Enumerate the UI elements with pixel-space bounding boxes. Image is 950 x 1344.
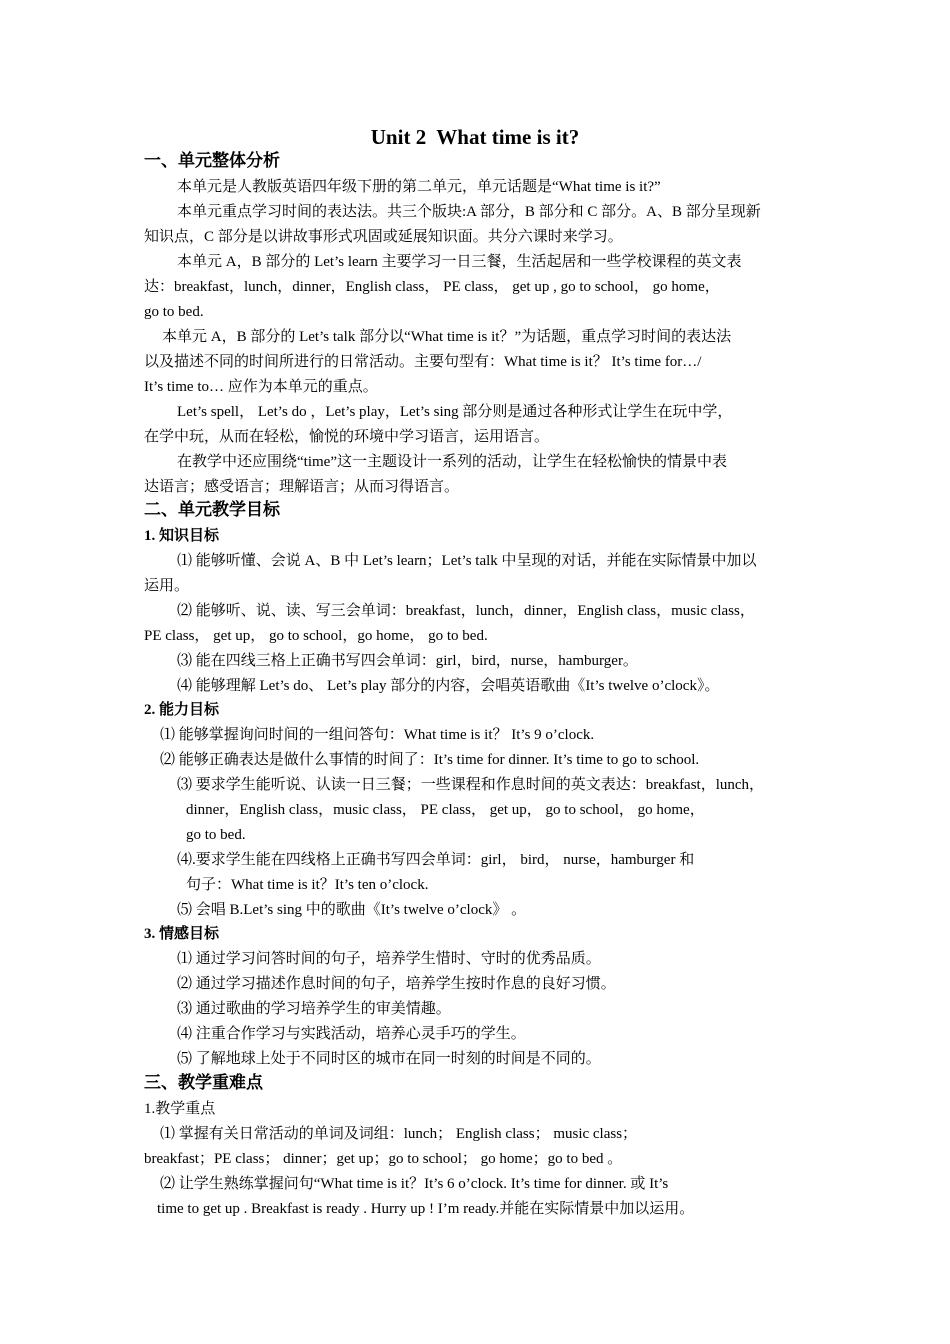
paragraph-line: go to bed.: [144, 304, 204, 320]
list-item: ⑸ 会唱 B.Let’s sing 中的歌曲《It’s twelve o’clock》 。: [177, 902, 527, 918]
paragraph-line: 知识点，C 部分是以讲故事形式巩固或延展知识面。共分六课时来学习。: [144, 229, 623, 245]
document-title: Unit 2 What time is it?: [370, 125, 580, 149]
list-item: ⑷ 能够理解 Let’s do、 Let’s play 部分的内容，会唱英语歌曲《It’s twelve o’clock》。: [177, 678, 720, 694]
knowledge-goals-heading: 1. 知识目标: [144, 528, 220, 544]
list-item: ⑴ 掌握有关日常活动的单词及词组：lunch； English class； music class；: [160, 1126, 638, 1142]
ability-goals-heading: 2. 能力目标: [144, 702, 220, 718]
list-item: 运用。: [144, 578, 190, 594]
list-item: ⑴ 通过学习问答时间的句子，培养学生惜时、守时的优秀品质。: [177, 951, 601, 967]
list-item: ⑷ 注重合作学习与实践活动，培养心灵手巧的学生。: [177, 1026, 526, 1042]
list-item: ⑵ 能够听、说、读、写三会单词：breakfast，lunch，dinner，English class，music class，: [177, 603, 755, 619]
paragraph-line: It’s time to… 应作为本单元的重点。: [144, 379, 378, 395]
section1-heading: 一、单元整体分析: [144, 151, 280, 170]
section3-heading: 三、教学重难点: [144, 1073, 263, 1092]
list-item: ⑶ 要求学生能听说、认读一日三餐；一些课程和作息时间的英文表达：breakfast，lunch，: [177, 777, 765, 793]
list-item: ⑸ 了解地球上处于不同时区的城市在同一时刻的时间是不同的。: [177, 1051, 601, 1067]
list-item: go to bed.: [186, 827, 246, 843]
paragraph-line: 达语言；感受语言；理解语言；从而习得语言。: [144, 479, 460, 495]
list-item: breakfast；PE class； dinner；get up；go to school； go home；go to bed 。: [144, 1151, 623, 1167]
list-item: dinner，English class，music class， PE class， get up， go to school， go home，: [186, 802, 705, 818]
section2-heading: 二、单元教学目标: [144, 500, 280, 519]
list-item: ⑷.要求学生能在四线格上正确书写四会单词：girl， bird， nurse，hamburger 和: [177, 852, 695, 868]
list-item: time to get up . Breakfast is ready . Hurry up ! I’m ready.并能在实际情景中加以运用。: [157, 1201, 695, 1217]
list-item: ⑶ 能在四线三格上正确书写四会单词：girl，bird，nurse，hamburger。: [177, 653, 638, 669]
list-item: ⑵ 能够正确表达是做什么事情的时间了：It’s time for dinner. It’s time to go to school.: [160, 752, 700, 768]
paragraph-line: Let’s spell， Let’s do ，Let’s play，Let’s sing 部分则是通过各种形式让学生在玩中学，: [177, 404, 733, 420]
paragraph-line: 本单元 A，B 部分的 Let’s talk 部分以“What time is it？”为话题，重点学习时间的表达法: [162, 329, 732, 345]
teaching-focus-heading: 1.教学重点: [144, 1101, 216, 1117]
list-item: ⑴ 能够听懂、会说 A、B 中 Let’s learn；Let’s talk 中呈现的对话，并能在实际情景中加以: [177, 553, 757, 569]
list-item: PE class， get up， go to school，go home， go to bed.: [144, 628, 488, 644]
list-item: ⑴ 能够掌握询问时间的一组问答句：What time is it？ It’s 9 o’clock.: [160, 727, 595, 743]
list-item: ⑵ 让学生熟练掌握问句“What time is it？It’s 6 o’clock. It’s time for dinner. 或 It’s: [160, 1176, 669, 1192]
paragraph-line: 本单元是人教版英语四年级下册的第二单元，单元话题是“What time is it?”: [177, 179, 661, 195]
paragraph-line: 本单元 A，B 部分的 Let’s learn 主要学习一日三餐，生活起居和一些学校课程的英文表: [177, 254, 742, 270]
list-item: 句子：What time is it？It’s ten o’clock.: [186, 877, 429, 893]
paragraph-line: 在教学中还应围绕“time”这一主题设计一系列的活动，让学生在轻松愉快的情景中表: [177, 454, 727, 470]
paragraph-line: 以及描述不同的时间所进行的日常活动。主要句型有：What time is it？ It’s time for…/: [144, 354, 702, 370]
paragraph-line: 本单元重点学习时间的表达法。共三个版块:A 部分，B 部分和 C 部分。A、B 部分呈现新: [177, 204, 761, 220]
paragraph-line: 达：breakfast，lunch，dinner，English class， PE class， get up , go to school， go home，: [144, 279, 720, 295]
list-item: ⑵ 通过学习描述作息时间的句子，培养学生按时作息的良好习惯。: [177, 976, 616, 992]
list-item: ⑶ 通过歌曲的学习培养学生的审美情趣。: [177, 1001, 451, 1017]
emotion-goals-heading: 3. 情感目标: [144, 926, 220, 942]
paragraph-line: 在学中玩，从而在轻松，愉悦的环境中学习语言，运用语言。: [144, 429, 550, 445]
